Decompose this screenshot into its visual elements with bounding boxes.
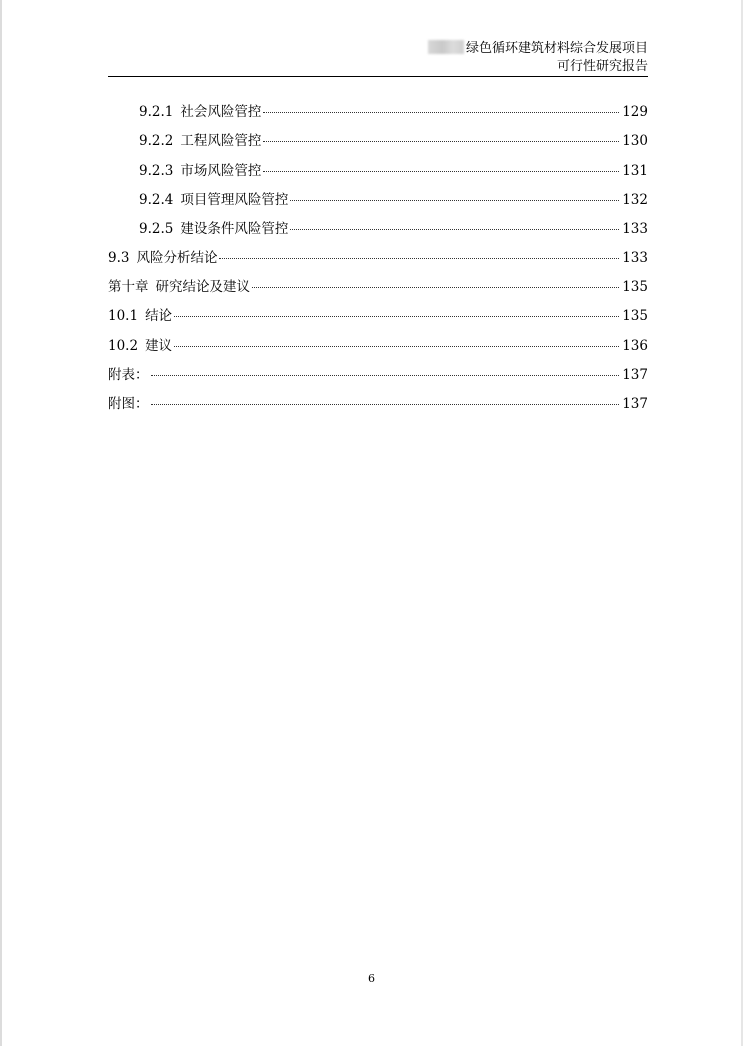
toc-entry[interactable] [108, 248, 648, 268]
toc-entry-number: 9.2.4 [139, 192, 174, 208]
toc-entry-number: 9.2.2 [139, 133, 174, 149]
toc-entry-page: 129 [622, 104, 648, 120]
toc-leader-dots [174, 342, 619, 347]
page-header [108, 38, 648, 77]
toc-entry-page: 137 [622, 367, 648, 383]
toc-entry[interactable] [139, 161, 648, 181]
toc-entry[interactable] [108, 336, 648, 356]
toc-entry-number: 10.1 [108, 308, 139, 324]
toc-leader-dots [263, 137, 619, 142]
toc-leader-dots [174, 312, 619, 317]
toc-entry-title: 项目管理风险管控 [180, 192, 289, 208]
page-edge-left [0, 0, 2, 1046]
toc-entry-title: 风险分析结论 [136, 250, 218, 266]
toc-entry-page: 136 [622, 338, 648, 354]
toc-leader-dots [263, 108, 619, 113]
toc-entry-page: 132 [622, 192, 648, 208]
header-title-text: 绿色循环建筑材料综合发展项目 [465, 41, 648, 56]
toc-entry-title: 建议 [145, 338, 173, 354]
toc-entry-title: 研究结论及建议 [155, 279, 250, 295]
toc-entry-number: 9.3 [108, 250, 130, 266]
header-title-line2: 可行性研究报告 [556, 59, 648, 74]
toc-entry-page: 135 [622, 308, 648, 324]
toc-entry-page: 130 [622, 133, 648, 149]
toc-entry[interactable] [108, 306, 648, 326]
toc-entry[interactable] [108, 277, 648, 297]
toc-entry[interactable] [108, 365, 648, 385]
toc-entry-page: 133 [622, 221, 648, 237]
toc-leader-dots [290, 196, 619, 201]
toc-entry[interactable] [139, 102, 648, 122]
toc-entry-title: 附表： [108, 367, 149, 383]
toc-entry-title: 工程风险管控 [180, 133, 262, 149]
page-number: 6 [368, 972, 375, 985]
toc-entry-number: 第十章 [108, 279, 149, 295]
toc-entry[interactable] [108, 394, 648, 414]
redacted-name-blur [428, 40, 464, 54]
toc-leader-dots [219, 254, 619, 259]
toc-entry[interactable] [139, 131, 648, 151]
toc-entry-number: 9.2.1 [139, 104, 174, 120]
toc-entry-number: 9.2.3 [139, 163, 174, 179]
toc-entry-page: 133 [622, 250, 648, 266]
toc-leader-dots [151, 371, 620, 376]
toc-leader-dots [151, 400, 620, 405]
toc-entry[interactable] [139, 190, 648, 210]
header-title-line1 [428, 40, 648, 58]
toc-entry-page: 137 [622, 396, 648, 412]
toc-entry-number: 9.2.5 [139, 221, 174, 237]
toc-leader-dots [290, 225, 619, 230]
toc-entry-title: 市场风险管控 [180, 163, 262, 179]
toc-entry-title: 结论 [145, 308, 173, 324]
toc-leader-dots [252, 283, 619, 288]
toc-entry-title: 社会风险管控 [180, 104, 262, 120]
toc-entry[interactable] [139, 219, 648, 239]
toc-entry-number: 10.2 [108, 338, 139, 354]
toc-leader-dots [263, 167, 619, 172]
toc-entry-title: 建设条件风险管控 [180, 221, 289, 237]
toc-entry-title: 附图： [108, 396, 149, 412]
toc-entry-page: 131 [622, 163, 648, 179]
toc-entry-page: 135 [622, 279, 648, 295]
